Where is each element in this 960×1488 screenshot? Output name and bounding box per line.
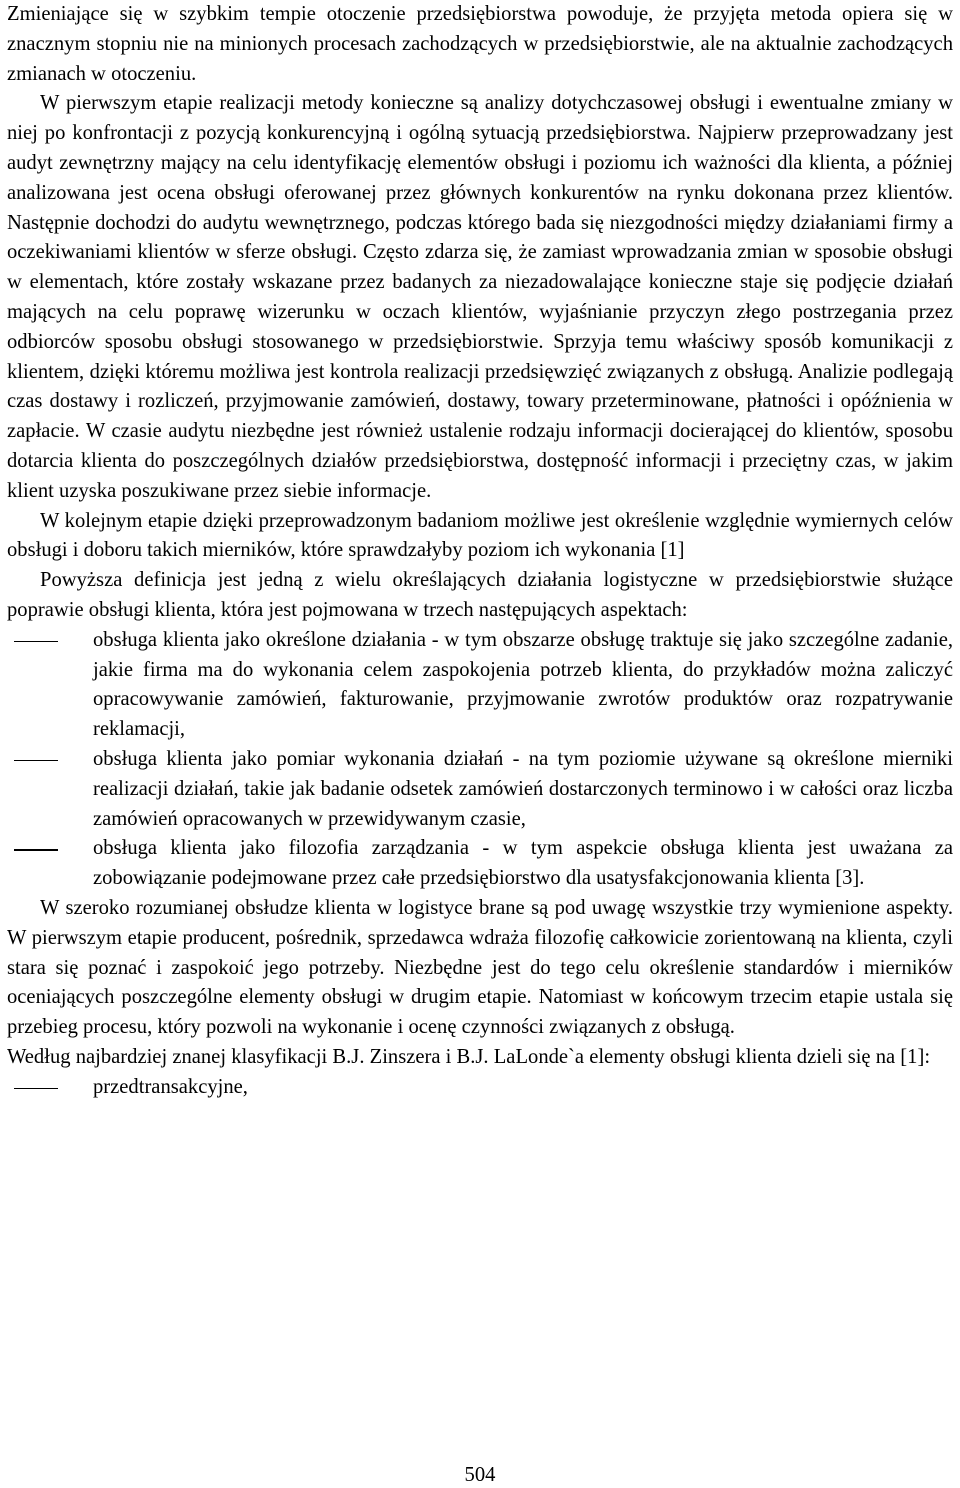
paragraph-next-stage: W kolejnym etapie dzięki przeprowadzonym badaniom możliwe jest określenie względnie wymiernych celów obsługi i doboru takich mierników, które sprawdzałyby poziom ich wykonania [1] [7, 509, 953, 562]
list-item-text: obsługa klienta jako filozofia zarządzania - w tym aspekcie obsługa klienta jest uważana za zobowiązanie podejmowane przez całe przedsiębiorstwo dla usatysfakcjonowania klienta [3]. [93, 837, 953, 890]
list-item [7, 745, 953, 834]
paragraph-definition: Powyższa definicja jest jedną z wielu określających działania logistyczne w przedsiębiorstwie służące poprawie obsługi klienta, która jest pojmowana w trzech następujących aspektach: [7, 569, 953, 621]
paragraph-classification: Według najbardziej znanej klasyfikacji B.J. Zinszera i B.J. LaLonde`a elementy obsługi klienta dzieli się na [1]: [7, 1045, 931, 1068]
list-item [7, 1073, 953, 1103]
aspects-list [7, 626, 953, 894]
list-item-text: obsługa klienta jako określone działania - w tym obszarze obsługę traktuje się jako szczególne zadanie, jakie firma ma do wykonania celem zaspokojenia potrzeb klienta, do przykładów można zaliczyć opracowywanie zamówień, fakturowanie, przyjmowanie zwrotów produktów oraz rozpatrywanie reklamacji, [93, 628, 953, 741]
list-item-text: przedtransakcyjne, [93, 1075, 248, 1098]
list-item-text: obsługa klienta jako pomiar wykonania działań - na tym poziomie używane są określone mierniki realizacji działań, takie jak badanie odsetek zamówień dostarczonych terminowo i w całości oraz liczba zamówień opracowanych w przewidywanym czasie, [93, 747, 953, 830]
list-item [7, 834, 953, 894]
paragraph-intro: Zmieniające się w szybkim tempie otoczenie przedsiębiorstwa powoduje, że przyjęta metoda opiera się w znacznym stopniu nie na minionych procesach zachodzących w przedsiębiorstwie, ale na aktualnie zachodzących zmianach w otoczeniu. [7, 3, 953, 85]
list-item [7, 626, 953, 745]
document-page [7, 0, 953, 1102]
classification-list [7, 1073, 953, 1103]
paragraph-summary: W szeroko rozumianej obsłudze klienta w logistyce brane są pod uwagę wszystkie trzy wymienione aspekty. W pierwszym etapie producent, pośrednik, sprzedawca wdraża filozofię całkowicie zorientowaną na klienta, czyli stara się poznać i zaspokoić jego potrzeby. Niezbędne jest do tego celu określenie standardów i mierników oceniających poszczególne elementy obsługi w drugim etapie. Natomiast w końcowym trzecim etapie ustala się przebieg procesu, który pozwoli na wykonanie i ocenę czynności związanych z obsługą. [7, 896, 953, 1039]
page-number: 504 [464, 1464, 496, 1486]
paragraph-first-stage: W pierwszym etapie realizacji metody konieczne są analizy dotychczasowej obsługi i ewentualne zmiany w niej po konfrontacji z pozycją konkurencyjną i ogólną sytuacją przedsiębiorstwa. Najpierw przeprowadzany jest audyt zewnętrzny mający na celu identyfikację elementów obsługi i poziomu ich ważności dla klienta, a później analizowana jest ocena obsługi oferowanej przez głównych konkurentów na rynku dokonana przez klientów. Następnie dochodzi do audytu wewnętrznego, podczas którego bada się niezgodności między działaniami firmy a oczekiwaniami klientów w sferze obsługi. Często zdarza się, że zamiast wprowadzania zmian w sposobie obsługi w elementach, które zostały wskazane przez badanych za niezadowalające konieczne staje się podjęcie działań mających na celu poprawę wizerunku w oczach klientów, wyjaśnianie przyczyn złego postrzegania przez odbiorców sposobu obsługi stosowanego w przedsiębiorstwie. Sprzyja temu właściwy sposób komunikacji z klientem, dzięki któremu możliwa jest kontrola realizacji przedsięwzięć związanych z obsługą. Analizie podlegają czas dostawy i rozliczeń, przyjmowanie zamówień, dostawy, towary przeterminowane, płatności i opóźnienia w zapłacie. W czasie audytu niezbędne jest również ustalenie rodzaju informacji docierającej do klientów, sposobu dotarcia klienta do poszczególnych działów przedsiębiorstwa, dostępność informacji i przeciętny czas, w jakim klient uzyska poszukiwane przez siebie informacje. [7, 92, 953, 502]
